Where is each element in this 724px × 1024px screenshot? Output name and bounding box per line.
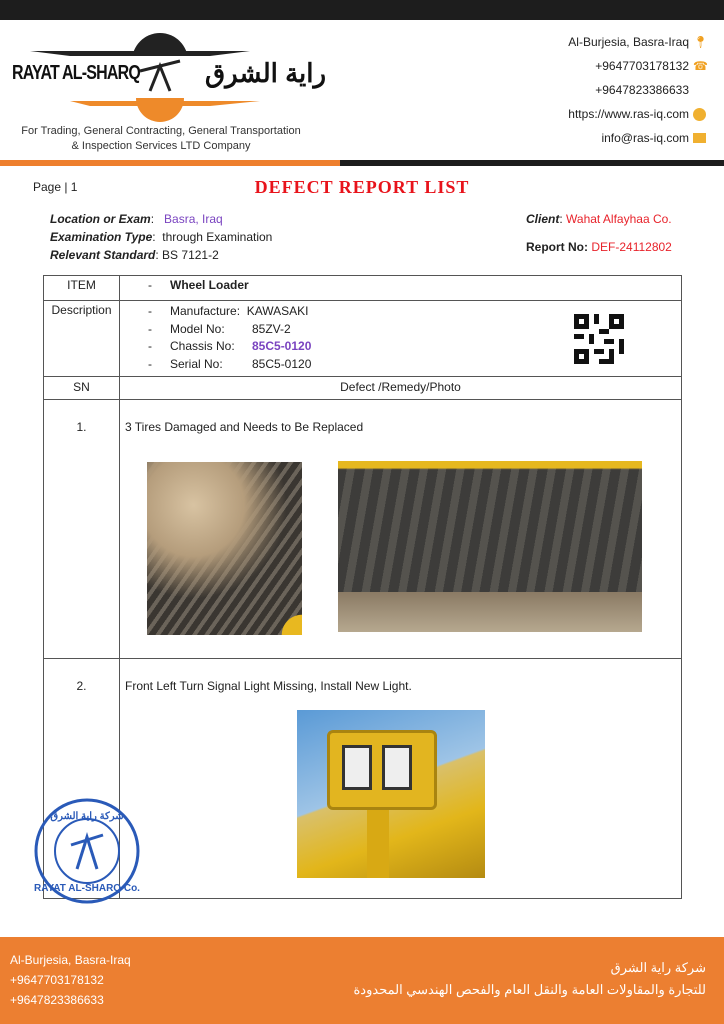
report-no-value: DEF-24112802 <box>591 240 672 254</box>
exam-type-line: Examination Type: through Examination <box>50 230 273 244</box>
location-line: Location or Exam: Basra, Iraq <box>50 212 223 226</box>
contact-text[interactable]: https://www.ras-iq.com <box>568 107 689 121</box>
email-icon <box>693 133 706 143</box>
qr-code[interactable] <box>574 314 624 364</box>
desc-value: 85C5-0120 <box>252 356 312 371</box>
report-no-line <box>526 240 672 254</box>
top-bar <box>0 0 724 20</box>
phone-icon: ☎ <box>693 58 708 73</box>
header-divider-orange <box>0 160 340 166</box>
desc-chassis: - Chassis No: 85C5-0120 <box>120 338 681 356</box>
client-value: Wahat Alfayhaa Co. <box>566 212 672 226</box>
desc-label: Model No: <box>170 321 225 336</box>
standard-line: Relevant Standard: BS 7121-2 <box>50 248 219 262</box>
desc-value: KAWASAKI <box>246 304 309 318</box>
footer-arabic <box>354 957 707 1001</box>
logo-text-en: RAYAT AL-SHARQ <box>12 62 141 84</box>
company-stamp <box>33 797 141 905</box>
desc-value: 85ZV-2 <box>252 321 291 336</box>
sn-header-cell <box>44 377 120 400</box>
header-divider-black <box>340 160 724 166</box>
description-label-cell <box>44 301 120 377</box>
row-sn: 1. <box>76 420 87 434</box>
item-cell: - Wheel Loader <box>120 276 682 301</box>
description-cell <box>120 301 682 377</box>
globe-icon <box>693 108 706 121</box>
defect-header: Defect /Remedy/Photo <box>340 380 461 394</box>
tire-damage-photo-1 <box>147 462 302 635</box>
desc-manufacture: - Manufacture: KAWASAKI <box>148 304 309 318</box>
description-label: Description <box>51 303 112 317</box>
item-row <box>44 276 682 301</box>
svg-text:RAYAT AL-SHARQ Co.: RAYAT AL-SHARQ Co. <box>34 883 140 894</box>
desc-label: Chassis No: <box>170 339 235 353</box>
tire-damage-photo-2 <box>338 461 642 632</box>
row-defect-text: 3 Tires Damaged and Needs to Be Replaced <box>125 420 364 434</box>
sn-header: SN <box>73 380 90 394</box>
svg-text:شركة راية الشرق: شركة راية الشرق <box>50 811 124 822</box>
report-title: DEFECT REPORT LIST <box>254 177 470 197</box>
tagline-line-2: & Inspection Services LTD Company <box>71 140 251 152</box>
turn-signal-photo <box>297 710 485 878</box>
contact-address <box>568 34 709 49</box>
footer-address: Al-Burjesia, Basra-Iraq <box>10 953 131 967</box>
footer <box>0 937 724 1024</box>
contact-text: Al-Burjesia, Basra-Iraq <box>568 35 689 49</box>
item-label: ITEM <box>67 278 96 292</box>
tagline <box>0 124 322 154</box>
label: Location or Exam <box>50 212 151 226</box>
location-pin-icon: 📍︎ <box>693 34 709 49</box>
tagline-line-1: For Trading, General Contracting, General Transportation <box>21 125 301 137</box>
desc-label: Serial No: <box>170 356 223 371</box>
label: Examination Type <box>50 230 153 244</box>
contact-text: +9647823386633 <box>595 83 689 97</box>
contact-phone-1 <box>595 59 706 73</box>
desc-model: - Model No: 85ZV-2 <box>120 321 681 339</box>
contact-phone-2 <box>595 83 689 97</box>
standard-value: BS 7121-2 <box>162 248 219 262</box>
desc-value: 85C5-0120 <box>252 339 312 353</box>
contact-email[interactable] <box>601 131 706 145</box>
desc-serial: - Serial No: 85C5-0120 <box>120 356 681 374</box>
footer-phone-2: +9647823386633 <box>10 993 104 1007</box>
item-label-cell <box>44 276 120 301</box>
label: Client <box>526 212 560 226</box>
table-header-row <box>44 377 682 400</box>
row-sn: 2. <box>76 679 87 693</box>
contact-text: +9647703178132 <box>595 59 689 73</box>
label: Report No: <box>526 240 588 254</box>
location-value: Basra, Iraq <box>164 212 223 226</box>
label: Relevant Standard <box>50 248 156 262</box>
footer-phone-1: +9647703178132 <box>10 973 104 987</box>
contact-website[interactable] <box>568 107 706 121</box>
logo-text-ar: راية الشرق <box>205 58 327 88</box>
footer-arabic-tagline: للتجارة والمقاولات العامة والنقل العام والفحص الهندسي المحدودة <box>353 982 706 997</box>
exam-type-value: through Examination <box>162 230 273 244</box>
footer-contact <box>10 950 131 1010</box>
contact-text[interactable]: info@ras-iq.com <box>601 131 689 145</box>
description-row <box>44 301 682 377</box>
item-value: Wheel Loader <box>170 278 249 292</box>
row-sn-cell <box>44 400 120 659</box>
row-defect-text: Front Left Turn Signal Light Missing, Install New Light. <box>125 679 412 693</box>
footer-arabic-name: شركة راية الشرق <box>610 960 706 975</box>
defect-header-cell <box>120 377 682 400</box>
desc-label: Manufacture: <box>170 304 241 318</box>
page-number: Page | 1 <box>33 180 78 194</box>
client-line: Client: Wahat Alfayhaa Co. <box>526 212 672 226</box>
